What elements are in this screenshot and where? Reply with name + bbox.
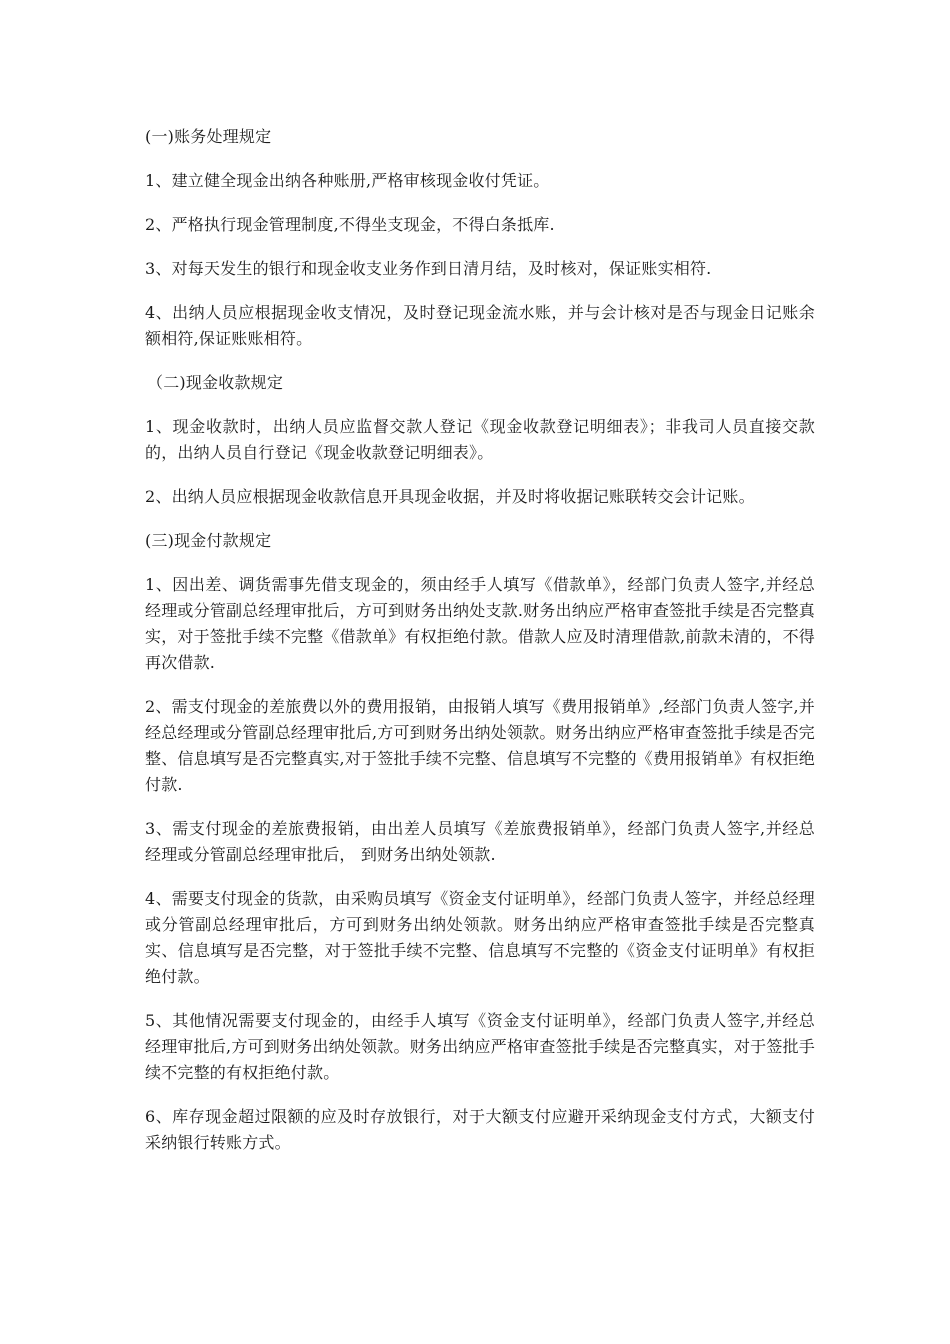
- paragraph: 3、对每天发生的银行和现金收支业务作到日清月结，及时核对，保证账实相符.: [145, 259, 712, 278]
- section-heading-cash-receipt: （二)现金收款规定: [147, 373, 284, 392]
- paragraph: 1、因出差、调货需事先借支现金的，须由经手人填写《借款单》，经部门负责人签字,并经总经理或分管副总经理审批后，方可到财务出纳处支款.财务出纳应严格审查签批手续是否完整真实，对于签批手续不完整《借款单》有权拒绝付款。借款人应及时清理借款,前款未清的，不得再次借款.: [145, 575, 815, 672]
- paragraph: 3、需支付现金的差旅费报销，由出差人员填写《差旅费报销单》，经部门负责人签字,并经总经理或分管副总经理审批后， 到财务出纳处领款.: [145, 819, 815, 864]
- section-heading-accounting: (一)账务处理规定: [145, 127, 272, 146]
- paragraph: 1、现金收款时，出纳人员应监督交款人登记《现金收款登记明细表》；非我司人员直接交款的，出纳人员自行登记《现金收款登记明细表》。: [145, 417, 815, 462]
- paragraph: 6、库存现金超过限额的应及时存放银行，对于大额支付应避开采纳现金支付方式，大额支付采纳银行转账方式。: [145, 1107, 815, 1152]
- paragraph: 2、出纳人员应根据现金收款信息开具现金收据，并及时将收据记账联转交会计记账。: [145, 487, 755, 506]
- section-heading-cash-payment: (三)现金付款规定: [145, 531, 272, 550]
- paragraph: 4、需要支付现金的货款，由采购员填写《资金支付证明单》，经部门负责人签字，并经总经理或分管副总经理审批后，方可到财务出纳处领款。财务出纳应严格审查签批手续是否完整真实、信息填写是否完整，对于签批手续不完整、信息填写不完整的《资金支付证明单》有权拒绝付款。: [145, 889, 815, 986]
- paragraph: 2、严格执行现金管理制度,不得坐支现金，不得白条抵库.: [145, 215, 555, 234]
- paragraph: 5、其他情况需要支付现金的，由经手人填写《资金支付证明单》，经部门负责人签字,并经总经理审批后,方可到财务出纳处领款。财务出纳应严格审查签批手续是否完整真实，对于签批手续不完整的有权拒绝付款。: [145, 1011, 815, 1082]
- paragraph: 1、建立健全现金出纳各种账册,严格审核现金收付凭证。: [145, 171, 550, 190]
- paragraph: 4、出纳人员应根据现金收支情况，及时登记现金流水账，并与会计核对是否与现金日记账余额相符,保证账账相符。: [145, 303, 815, 348]
- paragraph: 2、需支付现金的差旅费以外的费用报销，由报销人填写《费用报销单》,经部门负责人签字,并经总经理或分管副总经理审批后,方可到财务出纳处领款。财务出纳应严格审查签批手续是否完整、信息填写是否完整真实,对于签批手续不完整、信息填写不完整的《费用报销单》有权拒绝付款.: [145, 697, 815, 794]
- document-body: [145, 124, 815, 1174]
